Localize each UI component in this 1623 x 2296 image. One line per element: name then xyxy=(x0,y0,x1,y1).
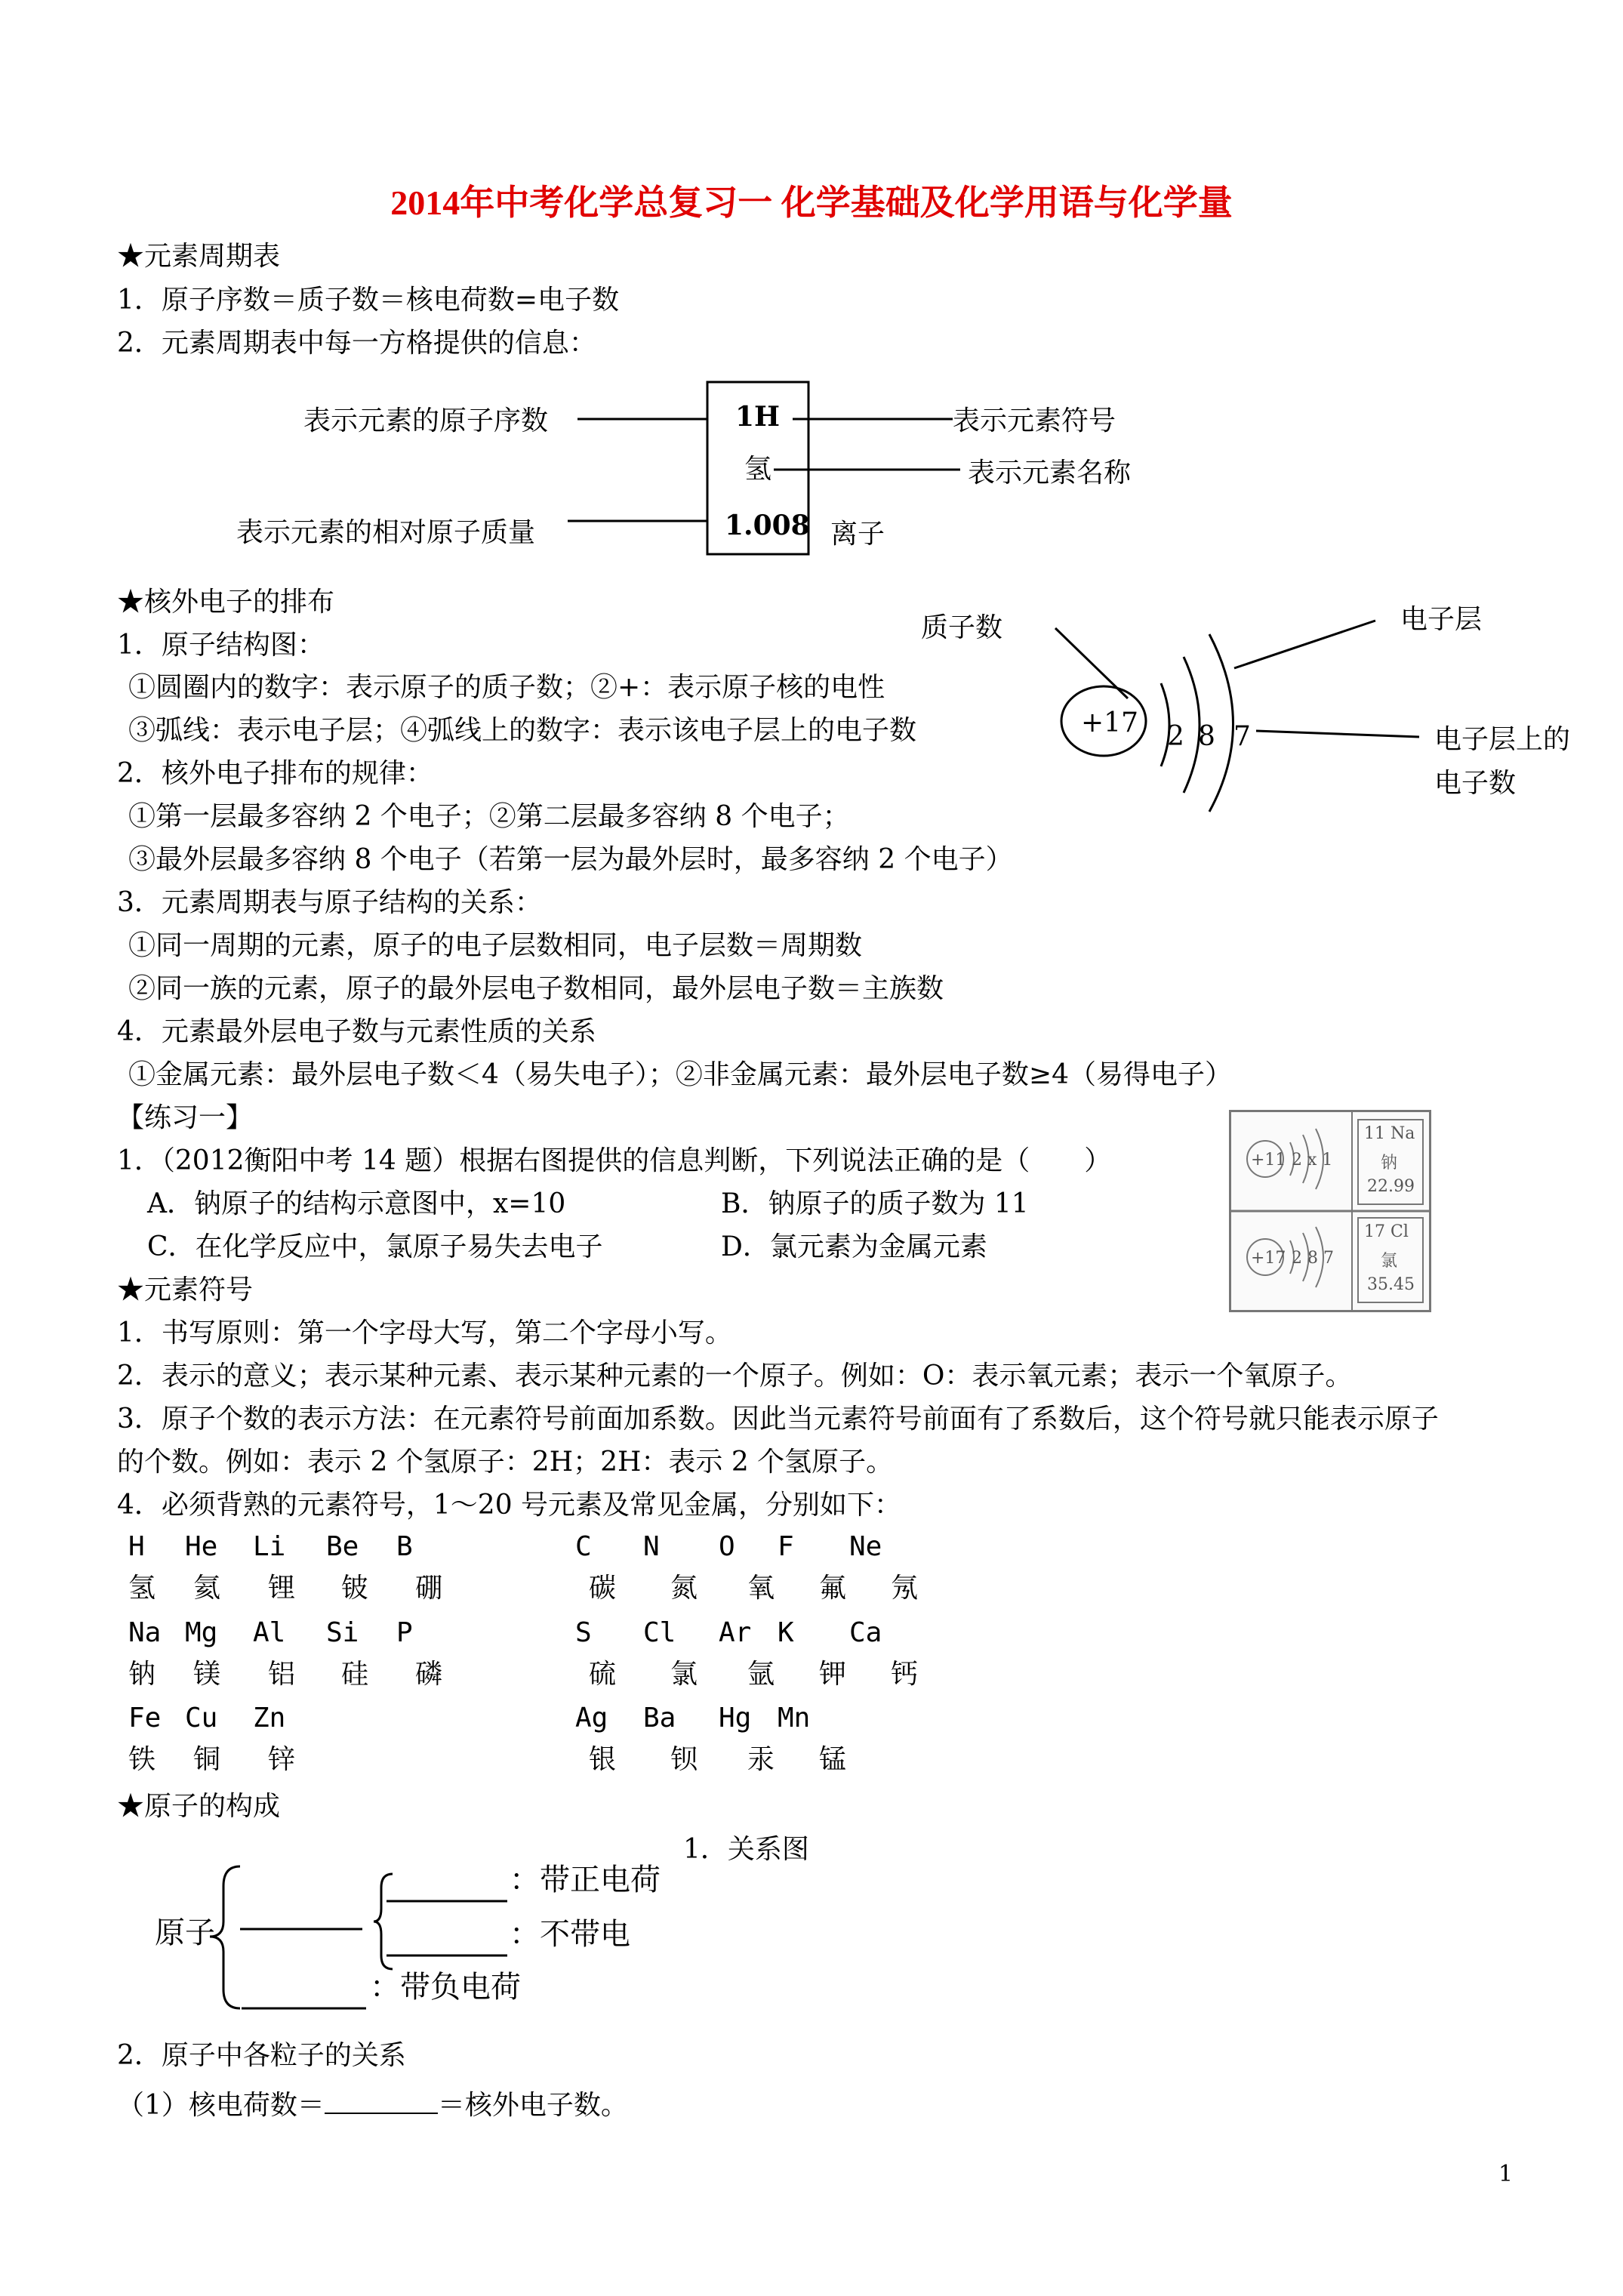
element-cell: 铁 xyxy=(128,1744,156,1775)
answer-blank[interactable] xyxy=(325,2085,438,2114)
element-cell: 碳 xyxy=(589,1573,617,1604)
element-cell: 氖 xyxy=(891,1573,919,1604)
exercise-option-b: B．钠原子的质子数为 11 xyxy=(721,1188,1029,1219)
relation-suffix: ＝核外电子数。 xyxy=(437,2090,628,2121)
element-cell: 钙 xyxy=(891,1659,919,1690)
relation-diagram-title: 1．关系图 xyxy=(683,1834,809,1865)
section-heading-atom-composition: ★原子的构成 xyxy=(117,1791,281,1822)
element-cell: F xyxy=(778,1531,794,1562)
cell-mass: 1.008 xyxy=(725,510,810,541)
element-cell: 铍 xyxy=(341,1573,369,1604)
element-cell: Ne xyxy=(849,1531,882,1562)
section-heading-element-symbols: ★元素符号 xyxy=(117,1274,254,1305)
na-nucleus: +11 xyxy=(1251,1151,1286,1170)
element-cell: Hg xyxy=(719,1703,752,1734)
cl-nucleus: +17 xyxy=(1251,1249,1286,1268)
periodic-item-2: 2．元素周期表中每一方格提供的信息： xyxy=(117,328,596,359)
element-cell: Cl xyxy=(643,1617,676,1648)
element-cell: Ca xyxy=(849,1617,882,1648)
element-cell: K xyxy=(778,1617,794,1648)
element-cell: 铝 xyxy=(268,1659,296,1690)
electron-item-1a: ①圆圈内的数字：表示原子的质子数；②+：表示原子核的电性 xyxy=(128,672,885,703)
shell-electrons-2: 8 xyxy=(1198,721,1215,752)
element-cell: Na xyxy=(128,1617,162,1648)
electron-item-2: 2．核外电子排布的规律： xyxy=(117,758,433,789)
electron-item-3b: ②同一族的元素，原子的最外层电子数相同，最外层电子数＝主族数 xyxy=(128,973,944,1004)
element-cell: Mg xyxy=(185,1617,218,1648)
page-title: 2014年中考化学总复习一 化学基础及化学用语与化学量 xyxy=(390,183,1233,222)
cell-symbol: 1H xyxy=(735,401,781,433)
label-proton-number: 质子数 xyxy=(921,612,1003,643)
exercise-option-c: C．在化学反应中，氯原子易失去电子 xyxy=(147,1231,603,1262)
ion-note: 离子 xyxy=(830,519,885,550)
element-cell: He xyxy=(185,1531,218,1562)
element-cell: 氦 xyxy=(193,1573,221,1604)
element-cell: Zn xyxy=(253,1703,286,1734)
element-cell: 氯 xyxy=(670,1659,698,1690)
element-cell: 硫 xyxy=(589,1659,617,1690)
element-cell: 氢 xyxy=(128,1573,156,1604)
element-cell: 氩 xyxy=(747,1659,775,1690)
element-cell: 磷 xyxy=(415,1659,443,1690)
label-atomic-number: 表示元素的原子序数 xyxy=(303,405,549,436)
element-cell: 氟 xyxy=(819,1573,847,1604)
page-number: 1 xyxy=(1498,2161,1514,2187)
element-cell: Al xyxy=(253,1617,286,1648)
exercise-option-a: A．钠原子的结构示意图中，x=10 xyxy=(147,1188,566,1219)
element-cell: O xyxy=(719,1531,735,1562)
element-cell: P xyxy=(396,1617,413,1648)
element-cell: H xyxy=(128,1531,145,1562)
element-cell: Be xyxy=(326,1531,359,1562)
element-cell: Fe xyxy=(128,1703,162,1734)
element-cell: 氮 xyxy=(670,1573,698,1604)
element-cell: Ag xyxy=(575,1703,608,1734)
branch-negative: ：带负电荷 xyxy=(370,1970,521,2005)
label-shell-electrons-line2: 电子数 xyxy=(1434,768,1517,799)
label-element-symbol: 表示元素符号 xyxy=(953,405,1116,436)
cl-cell-name: 氯 xyxy=(1381,1252,1398,1271)
electron-item-3a: ①同一周期的元素，原子的电子层数相同，电子层数＝周期数 xyxy=(128,930,863,961)
element-cell: 钠 xyxy=(128,1659,156,1690)
branch-positive: ：带正电荷 xyxy=(510,1863,661,1897)
element-cell: 氧 xyxy=(747,1573,775,1604)
electron-item-4: 4．元素最外层电子数与元素性质的关系 xyxy=(117,1016,596,1047)
label-atomic-mass: 表示元素的相对原子质量 xyxy=(236,517,536,548)
label-shell-electrons-line1: 电子层上的 xyxy=(1434,724,1571,755)
element-cell: Mn xyxy=(778,1703,811,1734)
electron-item-1: 1．原子结构图： xyxy=(117,630,325,661)
element-cell: 钾 xyxy=(819,1659,847,1690)
element-cell: 锰 xyxy=(819,1744,847,1775)
electron-item-3: 3．元素周期表与原子结构的关系： xyxy=(117,887,542,918)
na-shells: 2 x 1 xyxy=(1292,1151,1333,1170)
element-cell: 锌 xyxy=(268,1744,296,1775)
na-cell-top: 11 Na xyxy=(1364,1124,1415,1143)
element-cell: 硼 xyxy=(415,1573,443,1604)
symbols-item-3-line2: 的个数。例如：表示 2 个氢原子：2H；2H：表示 2 个氢原子。 xyxy=(117,1447,894,1478)
symbols-item-1: 1．书写原则：第一个字母大写，第二个字母小写。 xyxy=(117,1318,732,1348)
electron-item-1b: ③弧线：表示电子层；④弧线上的数字：表示该电子层上的电子数 xyxy=(128,715,917,746)
cl-shells: 2 8 7 xyxy=(1292,1249,1334,1268)
symbols-item-2: 2．表示的意义；表示某种元素、表示某种元素的一个原子。例如：O：表示氧元素；表示一个氧原子。 xyxy=(117,1361,1353,1391)
element-cell: C xyxy=(575,1531,592,1562)
section-heading-electron-arrangement: ★核外电子的排布 xyxy=(117,587,335,618)
element-cell: 锂 xyxy=(268,1573,296,1604)
element-cell: Si xyxy=(326,1617,359,1648)
shell-electrons-3: 7 xyxy=(1233,721,1251,752)
symbols-item-3-line1: 3．原子个数的表示方法：在元素符号前面加系数。因此当元素符号前面有了系数后，这个符号就只能表示原子 xyxy=(117,1404,1439,1435)
branch-neutral: ：不带电 xyxy=(510,1917,630,1952)
electron-item-4a: ①金属元素：最外层电子数＜4（易失电子）；②非金属元素：最外层电子数≥4（易得电子） xyxy=(128,1059,1232,1090)
element-cell: B xyxy=(396,1531,413,1562)
na-cell-name: 钠 xyxy=(1381,1154,1398,1173)
symbols-item-4: 4．必须背熟的元素符号，1～20 号元素及常见金属，分别如下： xyxy=(117,1490,902,1521)
exercise-option-d: D．氯元素为金属元素 xyxy=(721,1231,987,1262)
nucleus-charge: +17 xyxy=(1081,707,1138,738)
element-cell: Ba xyxy=(643,1703,676,1734)
na-cell-mass: 22.99 xyxy=(1367,1177,1415,1196)
element-cell: 银 xyxy=(589,1744,617,1775)
element-cell: 铜 xyxy=(193,1744,221,1775)
label-electron-shell: 电子层 xyxy=(1400,604,1483,635)
electron-item-2b: ③最外层最多容纳 8 个电子（若第一层为最外层时，最多容纳 2 个电子） xyxy=(128,844,1013,875)
element-cell: 钡 xyxy=(670,1744,698,1775)
periodic-item-1: 1．原子序数＝质子数＝核电荷数=电子数 xyxy=(117,285,620,316)
cl-cell-top: 17 Cl xyxy=(1364,1222,1409,1241)
element-cell: 硅 xyxy=(341,1659,369,1690)
cl-cell-mass: 35.45 xyxy=(1367,1275,1415,1294)
element-cell: Cu xyxy=(185,1703,218,1734)
element-cell: Li xyxy=(253,1531,286,1562)
element-cell: Ar xyxy=(719,1617,752,1648)
element-cell: S xyxy=(575,1617,592,1648)
element-cell: 汞 xyxy=(747,1744,775,1775)
label-element-name: 表示元素名称 xyxy=(968,458,1132,488)
exercise-heading: 【练习一】 xyxy=(117,1102,254,1133)
element-cell: N xyxy=(643,1531,660,1562)
element-cell: 镁 xyxy=(193,1659,221,1690)
particles-relation-line xyxy=(117,2085,628,2119)
relation-prefix: （1）核电荷数＝ xyxy=(117,2090,325,2121)
electron-item-2a: ①第一层最多容纳 2 个电子；②第二层最多容纳 8 个电子； xyxy=(128,801,850,832)
particles-relation-heading: 2．原子中各粒子的关系 xyxy=(117,2040,406,2071)
atom-label: 原子 xyxy=(155,1915,215,1950)
exercise-question: 1．（2012衡阳中考 14 题）根据右图提供的信息判断，下列说法正确的是（ ） xyxy=(117,1145,1112,1176)
section-heading-periodic-table: ★元素周期表 xyxy=(117,241,281,272)
shell-electrons-1: 2 xyxy=(1167,721,1184,752)
cell-name: 氢 xyxy=(744,454,772,485)
